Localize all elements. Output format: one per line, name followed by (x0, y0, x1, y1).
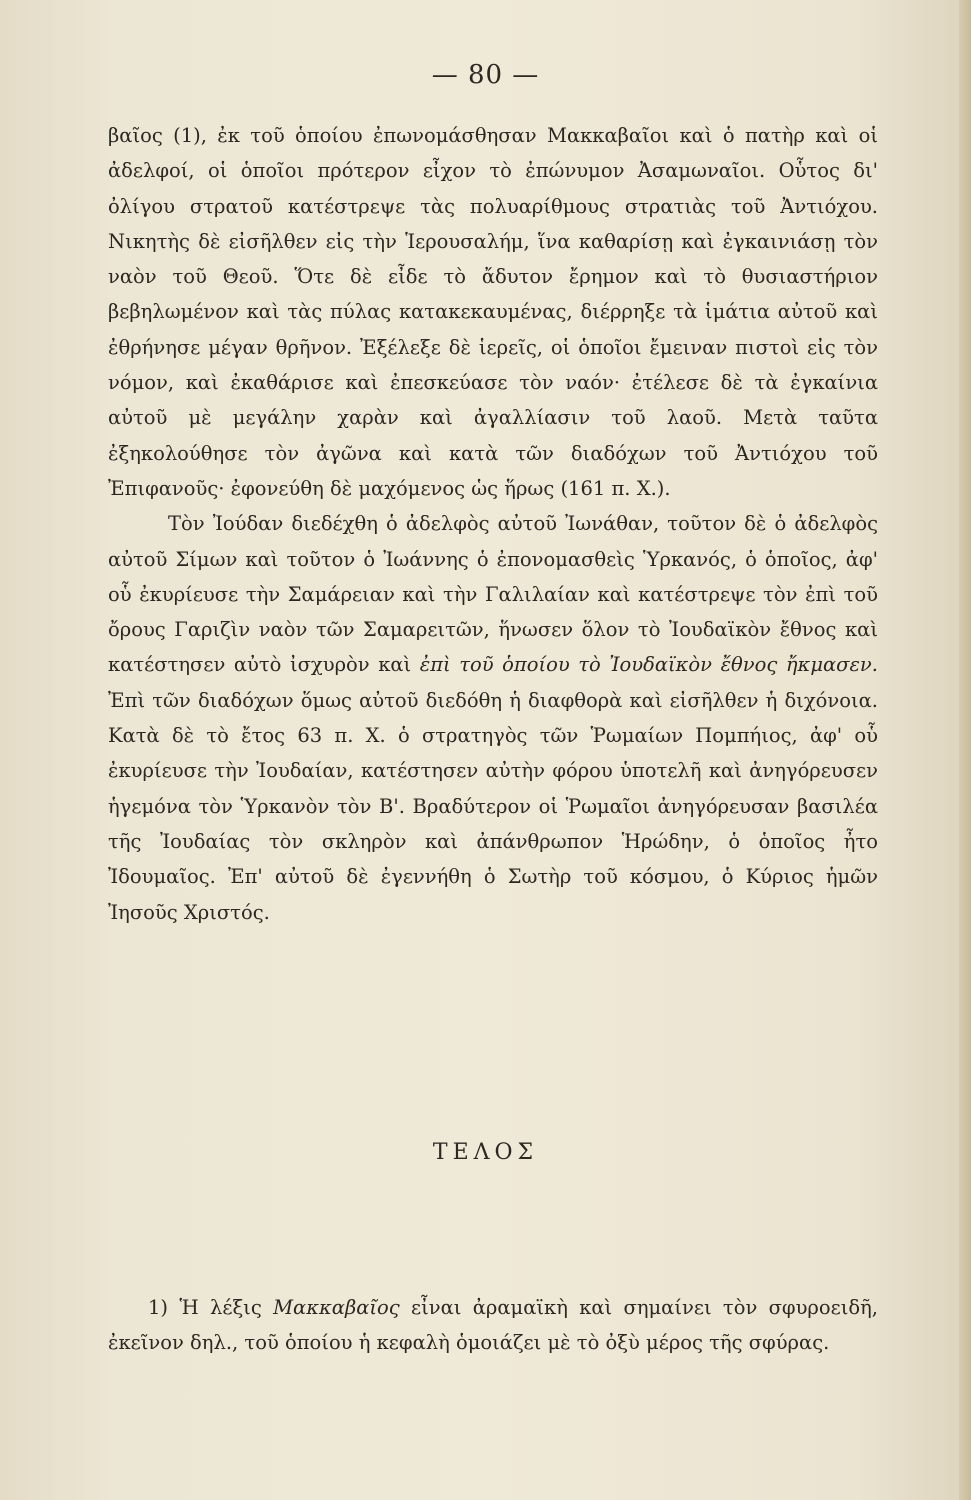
footnote-after: εἶναι ἀραμαϊκὴ καὶ σημαίνει τὸν σφυροειδῆ, ἐκεῖνον δηλ., τοῦ ὁποίου ἡ κεφαλὴ ὁμοιάζει μὲ τὸ ὀξὺ μέρος τῆς σφύρας. (108, 1296, 878, 1354)
page-number: — 80 — (431, 60, 540, 90)
paragraph-1 (108, 118, 878, 506)
paragraph-text: Τὸν Ἰούδαν διεδέχθη ὁ ἀδελφὸς αὐτοῦ Ἰωνάθαν, τοῦτον δὲ ὁ ἀδελφὸς αὐτοῦ Σίμων καὶ τοῦτον ὁ Ἰωάννης ὁ ἐπονομασθεὶς Ὑρκανός, ὁ ὁποῖος, ἀφ' οὗ ἐκυρίευσε τὴν Σαμάρειαν καὶ τὴν Γαλιλαίαν καὶ κατέστρεψε τὸν ἐπὶ τοῦ ὄρους Γαριζὶν ναὸν τῶν Σαμαρειτῶν, ἥνωσεν ὅλον τὸ Ἰουδαϊκὸν ἔθνος καὶ κατέστησεν αὐτὸ ἰσχυρὸν καὶ (108, 512, 878, 677)
paragraph-2 (108, 506, 878, 930)
end-mark: ΤΕΛΟΣ (432, 1140, 539, 1165)
paragraph-text: Ἐπὶ τῶν διαδόχων ὅμως αὐτοῦ διεδόθη ἡ διαφθορὰ καὶ εἰσῆλθεν ἡ διχόνοια. Κατὰ δὲ τὸ ἔτος 63 π. Χ. ὁ στρατηγὸς τῶν Ῥωμαίων Πομπήιος, ἀφ' οὗ ἐκυρίευσε τὴν Ἰουδαίαν, κατέστησεν αὐτὴν φόρου ὑποτελῆ καὶ ἀνηγόρευσεν ἡγεμόνα τὸν Ὑρκανὸν τὸν Β'. Βραδύτερον οἱ Ῥωμαῖοι ἀνηγόρευσαν βασιλέα τῆς Ἰουδαίας τὸν σκληρὸν καὶ ἀπάνθρωπον Ἡρώδην, ὁ ὁποῖος ἦτο Ἰδουμαῖος. Ἐπ' αὐτοῦ δὲ ἐγεννήθη ὁ Σωτὴρ τοῦ κόσμου, ὁ Κύριος ἡμῶν Ἰησοῦς Χριστός. (108, 688, 878, 924)
footnote-text (108, 1290, 878, 1360)
page-edge (959, 0, 971, 1500)
footnote-before: 1) Ἡ λέξις (148, 1296, 274, 1319)
main-text (108, 118, 878, 930)
footnote (108, 1290, 878, 1360)
footnote-term: Μακκαβαῖος (273, 1296, 400, 1319)
paragraph-text: βαῖος (1), ἐκ τοῦ ὁποίου ἐπωνομάσθησαν Μακκαβαῖοι καὶ ὁ πατὴρ καὶ οἱ ἀδελφοί, οἱ ὁποῖοι πρότερον εἶχον τὸ ἐπώνυμον Ἀσαμωναῖοι. Οὗτος δι' ὀλίγου στρατοῦ κατέστρεψε τὰς πολυαρίθμους στρατιὰς τοῦ Ἀντιόχου. Νικητὴς δὲ εἰσῆλθεν εἰς τὴν Ἱερουσαλήμ, ἵνα καθαρίσῃ καὶ ἐγκαινιάσῃ τὸν ναὸν τοῦ Θεοῦ. Ὅτε δὲ εἶδε τὸ ἄδυτον ἔρημον καὶ τὸ θυσιαστήριον βεβηλωμένον καὶ τὰς πύλας κατακεκαυμένας, διέρρηξε τὰ ἱμάτια αὐτοῦ καὶ ἐθρήνησε μέγαν θρῆνον. Ἐξέλεξε δὲ ἱερεῖς, οἱ ὁποῖοι ἔμειναν πιστοὶ εἰς τὸν νόμον, καὶ ἐκαθάρισε καὶ ἐπεσκεύασε τὸν ναόν· ἐτέλεσε δὲ τὰ ἐγκαίνια αὐτοῦ μὲ μεγάλην χαρὰν καὶ ἀγαλλίασιν τοῦ λαοῦ. Μετὰ ταῦτα ἐξηκολούθησε τὸν ἀγῶνα καὶ κατὰ τῶν διαδόχων τοῦ Ἀντιόχου τοῦ Ἐπιφανοῦς· ἐφονεύθη δὲ μαχόμενος ὡς ἥρως (161 π. Χ.). (108, 124, 878, 500)
italic-phrase: ἐπὶ τοῦ ὁποίου τὸ Ἰουδαϊκὸν ἔθνος ἤκμασεν. (419, 653, 878, 677)
